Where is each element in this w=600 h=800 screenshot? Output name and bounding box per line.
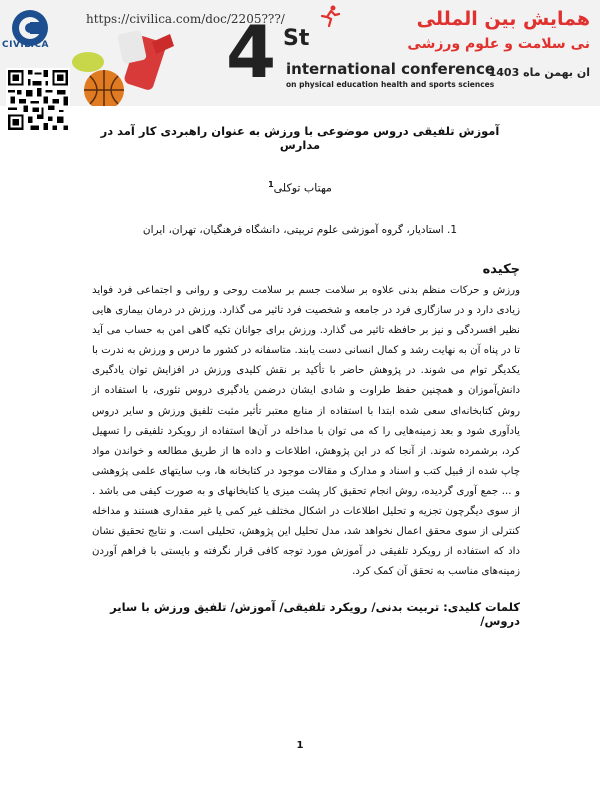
keywords-list: تربیت بدنی/ رویکرد تلفیقی/ آموزش/ تلفیق ورزش با سایر دروس/ (110, 600, 520, 628)
runner-icon (318, 4, 342, 28)
author-line (80, 180, 520, 195)
document-url[interactable]: https://civilica.com/doc/2205???/ (86, 12, 285, 26)
keywords-line (80, 600, 520, 628)
conference-title: international conference (286, 60, 496, 78)
conference-ordinal-suffix: St (283, 26, 310, 51)
conference-subtitle-fa: نی سلامت و علوم ورزشی (407, 36, 590, 52)
abstract-heading: چکیده (482, 262, 520, 277)
conference-edition-number: 4 (226, 10, 277, 94)
civilica-wordmark[interactable]: CIVILICA (2, 40, 49, 50)
sports-equipment-image (60, 28, 180, 106)
author-affiliation-marker: 1 (268, 180, 274, 189)
author-affiliation: 1. استادیار، گروه آموزشی علوم تربیتی، دانشگاه فرهنگیان، تهران، ایران (142, 224, 458, 236)
qr-code-icon[interactable] (6, 68, 70, 132)
conference-banner (0, 0, 600, 106)
paper-title: آموزش تلفیقی دروس موضوعی با ورزش به عنوان راهبردی کار آمد در مدارس (100, 124, 500, 152)
conference-title-fa: همایش بین المللی (416, 8, 590, 30)
conference-subtitle: on physical education health and sports sciences (286, 80, 495, 89)
page-number: 1 (296, 740, 304, 751)
conference-date-fa: ان بهمن ماه 1403 (488, 66, 590, 79)
keywords-label: کلمات کلیدی: (443, 600, 520, 614)
abstract-body: ورزش و حرکات منظم بدنی علاوه بر سلامت جسم بر سلامت روحی و روانی و اجتماعی فرد فواید زیادی دارد و در سازگاری فرد در جامعه و شخصیت فرد تاثیر می گذارد. ورزش در درمان بیماری هایی نظیر افسردگی و نیز بر حافظه تاثیر می گذارد. ورزش برای جوانان تکیه گاهی امن به حساب می آید تا در پناه آن به نهایت رشد و کمال انسانی دست یابند. متاسفانه در کشور ما درس و ورزش به ندرت با یکدیگر توام می شوند. در پژوهش حاضر با تأکید بر نقش کلیدی ورزش در افزایش توان یادگیری دانش‌آموزان و همچنین حفظ طراوت و شادی ایشان درضمن یادگیری دروس تئوری، با استفاده از روش کتابخانه‌ای سعی شده ابتدا با استفاده از منابع معتبر تأثیر مثبت تلفیق ورزش و سایر دروس یادآوری شود و بعد زمینه‌هایی را که می توان با مداخله در آن‌ها استفاده از رویکرد تلفیقی را تسهیل کرد، برشمرده شوند. از آنجا که در این پژوهش، اطلاعات و داده ها از طریق مطالعه و خواندن مواد چاپ شده از قبیل کتب و اسناد و مدارک و مقالات موجود در کتابخانه ها، وب سایتهای علمی پژوهشی و ... جمع آوری گردیده، روش انجام تحقیق کار پشت میزی یا کتابخانهای و به صورت کیفی می باشد . از سوی دیگرچون تجزیه و تحلیل اطلاعات در اشکال مختلف غیر کمی یا غیر مقداری هستند و مداخله کنترلی از سوی محقق اعمال نخواهد شد، مدل تحلیل این پژوهش، تحلیلی است. و نتایج تحقیق نشان داد که استفاده از رویکرد تلفیقی در آموزش مورد توجه کافی قرار نگرفته و بایستی با فراهم آوردن زمینه‌های مناسب به تحقق آن کمک کرد. (92, 285, 520, 578)
author-name: مهتاب توکلی (273, 181, 332, 195)
